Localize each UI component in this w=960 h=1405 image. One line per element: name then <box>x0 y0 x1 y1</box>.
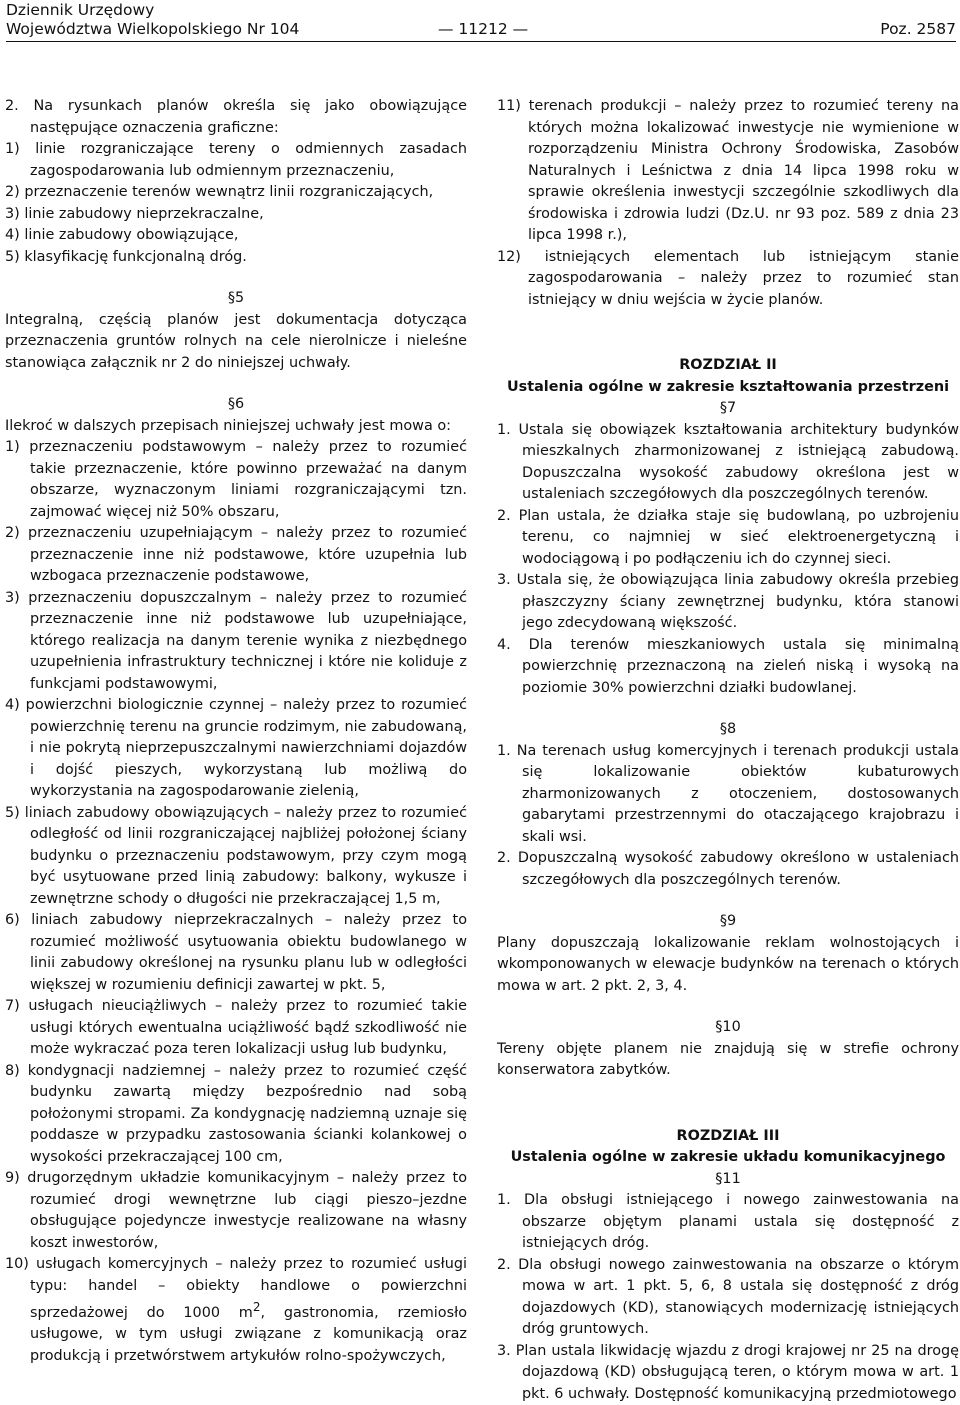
section-8-heading: §8 <box>497 719 959 741</box>
chapter-2-title: ROZDZIAŁ II <box>497 355 959 377</box>
marking-item: 5) klasyfikację funkcjonalną dróg. <box>5 247 467 269</box>
chapter-3-title: ROZDZIAŁ III <box>497 1126 959 1148</box>
definition-item: 2) przeznaczeniu uzupełniającym – należy przez to rozumieć przeznaczenie inne niż podstawowe, które uzupełnia lub wzbogaca przeznaczenie podstawowe, <box>5 523 467 588</box>
page-header <box>6 0 956 42</box>
definition-item: 3) przeznaczeniu dopuszczalnym – należy przez to rozumieć przeznaczenie inne niż podstawowe lub uzupełniające, którego realizacja na danym terenie wynika z niezbędnego uzupełnienia infrastruktury technicznej i które nie koliduje z funkcjami podstawowymi, <box>5 588 467 696</box>
section-9-heading: §9 <box>497 911 959 933</box>
definition-item-12: 12) istniejących elementach lub istniejącym stanie zagospodarowania – należy przez to rozumieć stan istniejący w dniu wejścia w życie planów. <box>497 247 959 312</box>
definition-item-10 <box>5 1254 467 1367</box>
section-7-item: 3. Ustala się, że obowiązująca linia zabudowy określa przebieg płaszczyzny ściany zewnętrznej budynku, która stanowi jego zdecydowaną większość. <box>497 570 959 635</box>
section-7-item: 1. Ustala się obowiązek kształtowania architektury budynków mieszkalnych zharmonizowanej z istniejącą zabudową. Dopuszczalna wysokość zabudowy określona jest w ustaleniach szczegółowych dla poszczególnych terenów. <box>497 420 959 506</box>
section-11-heading: §11 <box>497 1169 959 1191</box>
left-column <box>5 96 467 1367</box>
section-6-heading: §6 <box>5 394 467 416</box>
position-number: Poz. 2587 <box>880 19 956 39</box>
section-8-item: 1. Na terenach usług komercyjnych i terenach produkcji ustala się lokalizowanie obiektów kubaturowych zharmonizowanych z otoczeniem, dostosowanych gabarytami przestrzennymi do otaczającego krajobrazu i skali wsi. <box>497 741 959 849</box>
definition-item: 7) usługach nieuciążliwych – należy przez to rozumieć takie usługi których ewentualna uciążliwość bądź szkodliwość nie może wykraczać poza teren lokalizacji usług lub budynku, <box>5 996 467 1061</box>
publication-title: Dziennik Urzędowy <box>6 0 154 20</box>
section-7-item: 2. Plan ustala, że działka staje się budowlaną, po uzbrojeniu terenu, co najmniej w sieć elektroenergetyczną i wodociągową i po podłączeniu ich do czynnej sieci. <box>497 506 959 571</box>
definition-item: 5) liniach zabudowy obowiązujących – należy przez to rozumieć odległość od linii rozgraniczającej najbliżej położonej ściany budynku o przeznaczeniu podstawowym, przy czym mogą być usytuowane przed linią zabudowy: balkony, wykusze i zewnętrzne schody o długości nie przekraczającej 1,5 m, <box>5 803 467 911</box>
section-10-text: Tereny objęte planem nie znajdują się w strefie ochrony konserwatora zabytków. <box>497 1039 959 1082</box>
section-7-item: 4. Dla terenów mieszkaniowych ustala się minimalną powierzchnię przeznaczoną na zieleń niską i wysoką na poziomie 30% powierzchni działki budowlanej. <box>497 635 959 700</box>
def10-text-after: , gastronomia, rzemiosło usługowe, w tym usługi związane z komunikacją oraz produkcją i przetwórstwem artykułów rolno-spożywczych, <box>30 1305 467 1364</box>
section-5-heading: §5 <box>5 288 467 310</box>
right-column <box>497 96 959 1405</box>
chapter-3-subtitle: Ustalenia ogólne w zakresie układu komunikacyjnego <box>497 1147 959 1169</box>
section-7-heading: §7 <box>497 398 959 420</box>
marking-item: 4) linie zabudowy obowiązujące, <box>5 225 467 247</box>
marking-item: 1) linie rozgraniczające tereny o odmiennych zasadach zagospodarowania lub odmiennym przeznaczeniu, <box>5 139 467 182</box>
marking-item: 3) linie zabudowy nieprzekraczalne, <box>5 204 467 226</box>
marking-item: 2) przeznaczenie terenów wewnątrz linii rozgraniczających, <box>5 182 467 204</box>
section-11-item: 2. Dla obsługi nowego zainwestowania na obszarze o którym mowa w art. 1 pkt. 5, 6, 8 ustala się dostępność z dróg dojazdowych (KD), stanowiących modernizację istniejących dróg gruntowych. <box>497 1255 959 1341</box>
def10-superscript: 2 <box>253 1300 261 1314</box>
voivodeship-issue: Województwa Wielkopolskiego Nr 104 <box>6 19 299 39</box>
section-11-item: 3. Plan ustala likwidację wjazdu z drogi krajowej nr 25 na drogę dojazdową (KD) obsługującą teren, o którym mowa w art. 1 pkt. 6 uchwały. Dostępność komunikacyjną przedmiotowego <box>497 1341 959 1405</box>
chapter-2-subtitle: Ustalenia ogólne w zakresie kształtowania przestrzeni <box>497 377 959 399</box>
def10-text-before: 10) usługach komercyjnych – należy przez to rozumieć usługi typu: handel – obiekty handlowe o powierzchni sprzedażowej do 1000 m <box>5 1256 467 1321</box>
definition-item-11: 11) terenach produkcji – należy przez to rozumieć tereny na których można lokalizować inwestycje nie wymienione w rozporządzeniu Ministra Ochrony Środowiska, Zasobów Naturalnych i Leśnictwa z dnia 14 lipca 1998 roku w sprawie określenia inwestycji szczególnie szkodliwych dla środowiska i zdrowia ludzi (Dz.U. nr 93 poz. 589 z dnia 23 lipca 1998 r.), <box>497 96 959 247</box>
definition-item: 4) powierzchni biologicznie czynnej – należy przez to rozumieć powierzchnię terenu na gruncie rodzimym, nie zabudowaną, i nie pokrytą nieprzepuszczalnymi nawierzchniami dojazdów i dojść pieszych, wykorzystaną lub możliwą do wykorzystania na zagospodarowanie zielenią, <box>5 695 467 803</box>
section-6-intro: Ilekroć w dalszych przepisach niniejszej uchwały jest mowa o: <box>5 416 467 438</box>
definition-item: 8) kondygnacji nadziemnej – należy przez to rozumieć część budynku zawartą między bezpośrednio nad sobą położonymi stropami. Za kondygnację nadziemną uznaje się poddasze w przypadku zastosowania ścianki kolankowej o wysokości przekraczającej 100 cm, <box>5 1061 467 1169</box>
section-8-item: 2. Dopuszczalną wysokość zabudowy określono w ustaleniach szczegółowych dla poszczególnych terenów. <box>497 848 959 891</box>
section-9-text: Plany dopuszczają lokalizowanie reklam wolnostojących i wkomponowanych w elewacje budynków na terenach o których mowa w art. 2 pkt. 2, 3, 4. <box>497 933 959 998</box>
definition-item: 6) liniach zabudowy nieprzekraczalnych – należy przez to rozumieć możliwość usytuowania obiektu budowlanego w linii zabudowy określonej na rysunku planu lub w odległości większej w rozumieniu definicji zawartej w pkt. 5, <box>5 910 467 996</box>
page-number: — 11212 — <box>438 19 528 39</box>
section-5-text: Integralną, częścią planów jest dokumentacja dotycząca przeznaczenia gruntów rolnych na cele nierolnicze i nieleśne stanowiąca załącznik nr 2 do niniejszej uchwały. <box>5 310 467 375</box>
header-divider <box>6 41 956 42</box>
definition-item: 9) drugorzędnym układzie komunikacyjnym – należy przez to rozumieć drogi wewnętrzne lub ciągi pieszo–jezdne obsługujące pojedyncze inwestycje realizowane na własny koszt inwestorów, <box>5 1168 467 1254</box>
section-10-heading: §10 <box>497 1017 959 1039</box>
section-11-item: 1. Dla obsługi istniejącego i nowego zainwestowania na obszarze objętym planami ustala się dostępność z istniejących dróg. <box>497 1190 959 1255</box>
definition-item: 1) przeznaczeniu podstawowym – należy przez to rozumieć takie przeznaczenie, które powinno przeważać na danym obszarze, wyznaczonym liniami rozgraniczającymi tzn. zajmować więcej niż 50% obszaru, <box>5 437 467 523</box>
item-2-graphic-markings: 2. Na rysunkach planów określa się jako obowiązujące następujące oznaczenia graficzne: <box>5 96 467 139</box>
